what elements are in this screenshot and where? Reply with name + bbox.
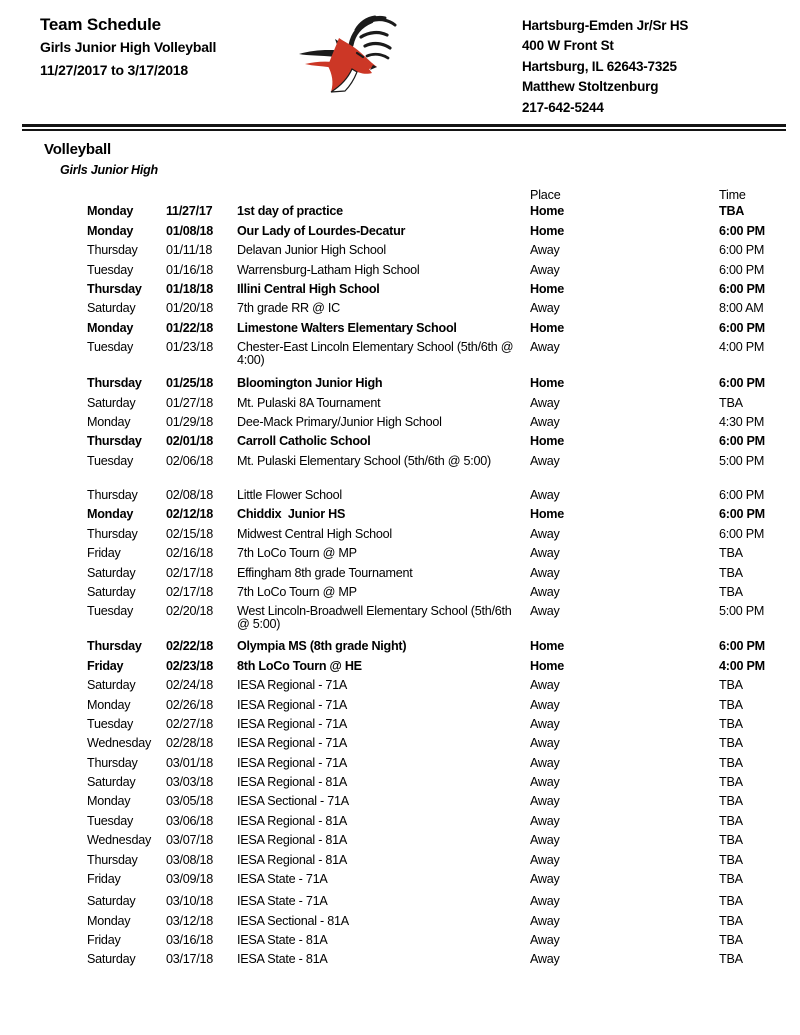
schedule-rows: [0, 202, 800, 969]
row-day: Tuesday: [87, 604, 134, 619]
row-time: 6:00 PM: [719, 507, 765, 522]
row-day: Thursday: [87, 243, 138, 258]
row-place: Away: [530, 414, 560, 429]
row-place: Away: [530, 871, 560, 886]
schedule-row: [0, 773, 800, 792]
row-opponent: Illini Central High School: [237, 281, 380, 296]
row-day: Tuesday: [87, 716, 134, 731]
row-place: Away: [530, 736, 560, 751]
schedule-row: [0, 831, 800, 850]
row-time: TBA: [719, 933, 743, 948]
row-date: 01/23/18: [166, 340, 214, 355]
contact-name: Matthew Stoltzenburg: [522, 79, 659, 95]
row-day: Friday: [87, 658, 124, 673]
row-place: Away: [530, 678, 560, 693]
row-day: Tuesday: [87, 262, 134, 277]
row-time: TBA: [719, 871, 743, 886]
row-date: 03/01/18: [166, 755, 214, 770]
row-opponent: Warrensburg-Latham High School: [237, 262, 420, 277]
row-date: 02/26/18: [166, 697, 214, 712]
schedule-row: [0, 792, 800, 811]
row-opponent: Chester-East Lincoln Elementary School (5th/6th @ 4:00): [237, 340, 517, 367]
row-time: 5:00 PM: [719, 453, 765, 468]
row-opponent: IESA Sectional - 71A: [237, 794, 349, 809]
row-day: Thursday: [87, 376, 142, 391]
schedule-row: [0, 676, 800, 695]
row-time: 4:30 PM: [719, 414, 765, 429]
row-day: Saturday: [87, 301, 136, 316]
row-opponent: Carroll Catholic School: [237, 434, 371, 449]
schedule-row: [0, 734, 800, 753]
row-date: 02/22/18: [166, 639, 214, 654]
schedule-row: [0, 870, 800, 889]
row-date: 02/20/18: [166, 604, 214, 619]
time-column-header: Time: [719, 188, 746, 202]
row-date: 02/08/18: [166, 488, 214, 503]
row-time: 6:00 PM: [719, 243, 765, 258]
row-day: Monday: [87, 697, 131, 712]
row-time: 6:00 PM: [719, 639, 765, 654]
schedule-row: [0, 715, 800, 734]
row-place: Away: [530, 833, 560, 848]
row-date: 02/16/18: [166, 546, 214, 561]
row-opponent: 7th grade RR @ IC: [237, 301, 341, 316]
row-place: Home: [530, 320, 564, 335]
row-time: TBA: [719, 678, 743, 693]
row-day: Saturday: [87, 678, 136, 693]
school-street: 400 W Front St: [522, 38, 614, 54]
row-opponent: 7th LoCo Tourn @ MP: [237, 546, 357, 561]
row-time: TBA: [719, 755, 743, 770]
row-place: Home: [530, 281, 564, 296]
row-place: Home: [530, 658, 564, 673]
row-day: Thursday: [87, 281, 142, 296]
row-opponent: Delavan Junior High School: [237, 243, 386, 258]
schedule-row: [0, 811, 800, 830]
row-opponent: Chiddix Junior HS: [237, 507, 346, 522]
row-date: 03/10/18: [166, 894, 214, 909]
schedule-body: [0, 138, 800, 969]
row-day: Thursday: [87, 526, 138, 541]
row-time: 5:00 PM: [719, 604, 765, 619]
row-time: TBA: [719, 546, 743, 561]
row-date: 03/17/18: [166, 952, 214, 967]
row-day: Thursday: [87, 488, 138, 503]
row-date: 01/22/18: [166, 320, 214, 335]
schedule-row: [0, 656, 800, 675]
row-date: 03/07/18: [166, 833, 214, 848]
row-day: Monday: [87, 913, 131, 928]
row-date: 02/01/18: [166, 434, 214, 449]
row-date: 02/23/18: [166, 658, 214, 673]
schedule-row: [0, 524, 800, 543]
schedule-row: [0, 637, 800, 656]
row-place: Away: [530, 526, 560, 541]
contact-phone: 217-642-5244: [522, 99, 604, 115]
school-info-block: [522, 16, 688, 118]
row-opponent: West Lincoln-Broadwell Elementary School (5th/6th @ 5:00): [237, 604, 515, 632]
divider-thin-line: [22, 129, 786, 131]
row-time: TBA: [719, 565, 743, 580]
row-place: Away: [530, 604, 560, 619]
row-opponent: Dee-Mack Primary/Junior High School: [237, 414, 442, 429]
header-left: [40, 14, 216, 80]
schedule-row: [0, 393, 800, 412]
row-opponent: IESA Sectional - 81A: [237, 913, 349, 928]
schedule-row: [0, 931, 800, 950]
row-opponent: 1st day of practice: [237, 204, 343, 219]
row-place: Away: [530, 894, 560, 909]
schedule-row: [0, 202, 800, 221]
row-place: Away: [530, 340, 560, 355]
row-opponent: 7th LoCo Tourn @ MP: [237, 584, 357, 599]
row-day: Monday: [87, 794, 131, 809]
row-date: 03/12/18: [166, 913, 214, 928]
row-opponent: IESA Regional - 71A: [237, 697, 348, 712]
row-opponent: IESA Regional - 81A: [237, 775, 348, 790]
schedule-row: [0, 374, 800, 393]
row-time: 6:00 PM: [719, 223, 765, 238]
row-place: Away: [530, 913, 560, 928]
row-day: Saturday: [87, 565, 136, 580]
schedule-row: [0, 486, 800, 505]
row-opponent: Olympia MS (8th grade Night): [237, 639, 407, 654]
row-place: Away: [530, 546, 560, 561]
row-opponent: IESA State - 71A: [237, 894, 328, 909]
row-time: TBA: [719, 813, 743, 828]
place-column-header: Place: [530, 188, 561, 202]
row-time: 6:00 PM: [719, 320, 765, 335]
schedule-row: [0, 563, 800, 582]
schedule-row: [0, 221, 800, 240]
row-date: 03/03/18: [166, 775, 214, 790]
schedule-row: [0, 544, 800, 563]
schedule-row: [0, 695, 800, 714]
row-day: Monday: [87, 507, 134, 522]
row-time: TBA: [719, 584, 743, 599]
row-place: Away: [530, 395, 560, 410]
schedule-row: [0, 338, 800, 370]
row-day: Thursday: [87, 755, 138, 770]
row-opponent: IESA Regional - 71A: [237, 716, 348, 731]
row-place: Away: [530, 243, 560, 258]
row-time: 6:00 PM: [719, 376, 765, 391]
row-date: 01/11/18: [166, 243, 213, 258]
row-date: 03/16/18: [166, 933, 214, 948]
row-date: 01/20/18: [166, 301, 214, 316]
season-date-range: 11/27/2017 to 3/17/2018: [40, 62, 188, 78]
row-day: Saturday: [87, 775, 136, 790]
row-time: 6:00 PM: [719, 262, 765, 277]
row-day: Saturday: [87, 584, 136, 599]
row-time: TBA: [719, 952, 743, 967]
row-opponent: IESA State - 81A: [237, 952, 328, 967]
row-date: 02/27/18: [166, 716, 214, 731]
row-date: 02/06/18: [166, 453, 214, 468]
schedule-row: [0, 950, 800, 969]
row-day: Wednesday: [87, 736, 152, 751]
row-day: Monday: [87, 204, 134, 219]
row-time: TBA: [719, 913, 743, 928]
row-date: 02/12/18: [166, 507, 214, 522]
row-date: 02/17/18: [166, 584, 214, 599]
row-place: Away: [530, 852, 560, 867]
row-opponent: Mt. Pulaski 8A Tournament: [237, 395, 381, 410]
row-place: Home: [530, 639, 564, 654]
schedule-row: [0, 753, 800, 772]
row-time: TBA: [719, 395, 743, 410]
row-time: TBA: [719, 794, 743, 809]
schedule-row: [0, 432, 800, 451]
row-date: 03/09/18: [166, 871, 214, 886]
row-day: Thursday: [87, 639, 142, 654]
row-place: Away: [530, 755, 560, 770]
schedule-row: [0, 299, 800, 318]
schedule-row: [0, 413, 800, 432]
row-day: Friday: [87, 871, 121, 886]
row-date: 02/17/18: [166, 565, 214, 580]
row-place: Away: [530, 813, 560, 828]
row-date: 02/15/18: [166, 526, 214, 541]
schedule-row: [0, 583, 800, 602]
row-time: 6:00 PM: [719, 434, 765, 449]
school-city-state-zip: Hartsburg, IL 62643-7325: [522, 58, 677, 74]
row-opponent: IESA Regional - 81A: [237, 852, 348, 867]
schedule-row: [0, 505, 800, 524]
row-place: Away: [530, 453, 560, 468]
row-date: 03/05/18: [166, 794, 214, 809]
row-date: 01/25/18: [166, 376, 214, 391]
row-place: Home: [530, 223, 564, 238]
schedule-row: [0, 911, 800, 930]
row-opponent: IESA Regional - 81A: [237, 833, 348, 848]
row-place: Away: [530, 565, 560, 580]
row-opponent: Limestone Walters Elementary School: [237, 320, 457, 335]
schedule-row: [0, 280, 800, 299]
row-day: Wednesday: [87, 833, 152, 848]
schedule-row: [0, 241, 800, 260]
school-name: Hartsburg-Emden Jr/Sr HS: [522, 18, 689, 33]
row-day: Saturday: [87, 894, 136, 909]
schedule-row: [0, 892, 800, 911]
row-date: 03/06/18: [166, 813, 214, 828]
row-place: Away: [530, 775, 560, 790]
schedule-row: [0, 260, 800, 279]
schedule-row: [0, 451, 800, 470]
row-day: Friday: [87, 933, 121, 948]
row-opponent: IESA State - 81A: [237, 933, 328, 948]
row-time: TBA: [719, 852, 743, 867]
schedule-row: [0, 318, 800, 337]
stag-icon: [298, 12, 402, 98]
row-place: Away: [530, 716, 560, 731]
row-time: TBA: [719, 833, 743, 848]
row-place: Home: [530, 376, 564, 391]
row-place: Home: [530, 507, 564, 522]
row-day: Tuesday: [87, 813, 134, 828]
column-headers: [0, 189, 800, 202]
row-day: Thursday: [87, 852, 138, 867]
row-time: TBA: [719, 894, 743, 909]
row-opponent: Midwest Central High School: [237, 526, 392, 541]
row-place: Away: [530, 301, 560, 316]
row-time: 6:00 PM: [719, 281, 765, 296]
row-time: TBA: [719, 736, 743, 751]
row-time: TBA: [719, 204, 745, 219]
row-time: TBA: [719, 697, 743, 712]
row-place: Home: [530, 434, 564, 449]
row-day: Monday: [87, 414, 131, 429]
row-place: Away: [530, 262, 560, 277]
schedule-row: [0, 850, 800, 869]
row-day: Friday: [87, 546, 121, 561]
row-opponent: Our Lady of Lourdes-Decatur: [237, 223, 406, 238]
row-time: 8:00 AM: [719, 301, 764, 316]
row-place: Away: [530, 488, 560, 503]
row-place: Away: [530, 952, 560, 967]
row-opponent: IESA Regional - 71A: [237, 755, 348, 770]
row-time: 4:00 PM: [719, 658, 765, 673]
row-place: Away: [530, 584, 560, 599]
row-opponent: Mt. Pulaski Elementary School (5th/6th @ 5:00): [237, 453, 491, 468]
row-day: Saturday: [87, 395, 136, 410]
page-title: Team Schedule: [40, 15, 161, 34]
row-day: Saturday: [87, 952, 136, 967]
row-date: 01/29/18: [166, 414, 214, 429]
row-opponent: IESA Regional - 71A: [237, 736, 348, 751]
row-opponent: IESA Regional - 81A: [237, 813, 348, 828]
row-opponent: IESA Regional - 71A: [237, 678, 348, 693]
row-date: 03/08/18: [166, 852, 214, 867]
row-day: Tuesday: [87, 453, 134, 468]
row-day: Monday: [87, 320, 134, 335]
row-time: 4:00 PM: [719, 340, 765, 355]
row-day: Thursday: [87, 434, 142, 449]
row-date: 11/27/17: [166, 204, 213, 219]
row-date: 02/24/18: [166, 678, 214, 693]
sport-heading: Volleyball: [44, 141, 111, 158]
row-place: Home: [530, 204, 564, 219]
row-place: Away: [530, 794, 560, 809]
team-subtitle: Girls Junior High Volleyball: [40, 39, 217, 55]
row-opponent: Effingham 8th grade Tournament: [237, 565, 413, 580]
row-time: 6:00 PM: [719, 526, 765, 541]
row-date: 01/27/18: [166, 395, 214, 410]
row-day: Monday: [87, 223, 134, 238]
row-opponent: 8th LoCo Tourn @ HE: [237, 658, 362, 673]
row-opponent: Bloomington Junior High: [237, 376, 383, 391]
row-time: TBA: [719, 775, 743, 790]
row-date: 02/28/18: [166, 736, 214, 751]
row-opponent: Little Flower School: [237, 488, 342, 503]
row-date: 01/16/18: [166, 262, 214, 277]
schedule-row: [0, 602, 800, 634]
row-day: Tuesday: [87, 340, 134, 355]
team-heading: Girls Junior High: [60, 163, 158, 177]
row-date: 01/18/18: [166, 281, 214, 296]
row-opponent: IESA State - 71A: [237, 871, 328, 886]
header-divider: [22, 124, 786, 131]
row-place: Away: [530, 697, 560, 712]
row-date: 01/08/18: [166, 223, 214, 238]
row-time: TBA: [719, 716, 743, 731]
row-place: Away: [530, 933, 560, 948]
stag-head-logo: [298, 12, 402, 98]
row-time: 6:00 PM: [719, 488, 765, 503]
